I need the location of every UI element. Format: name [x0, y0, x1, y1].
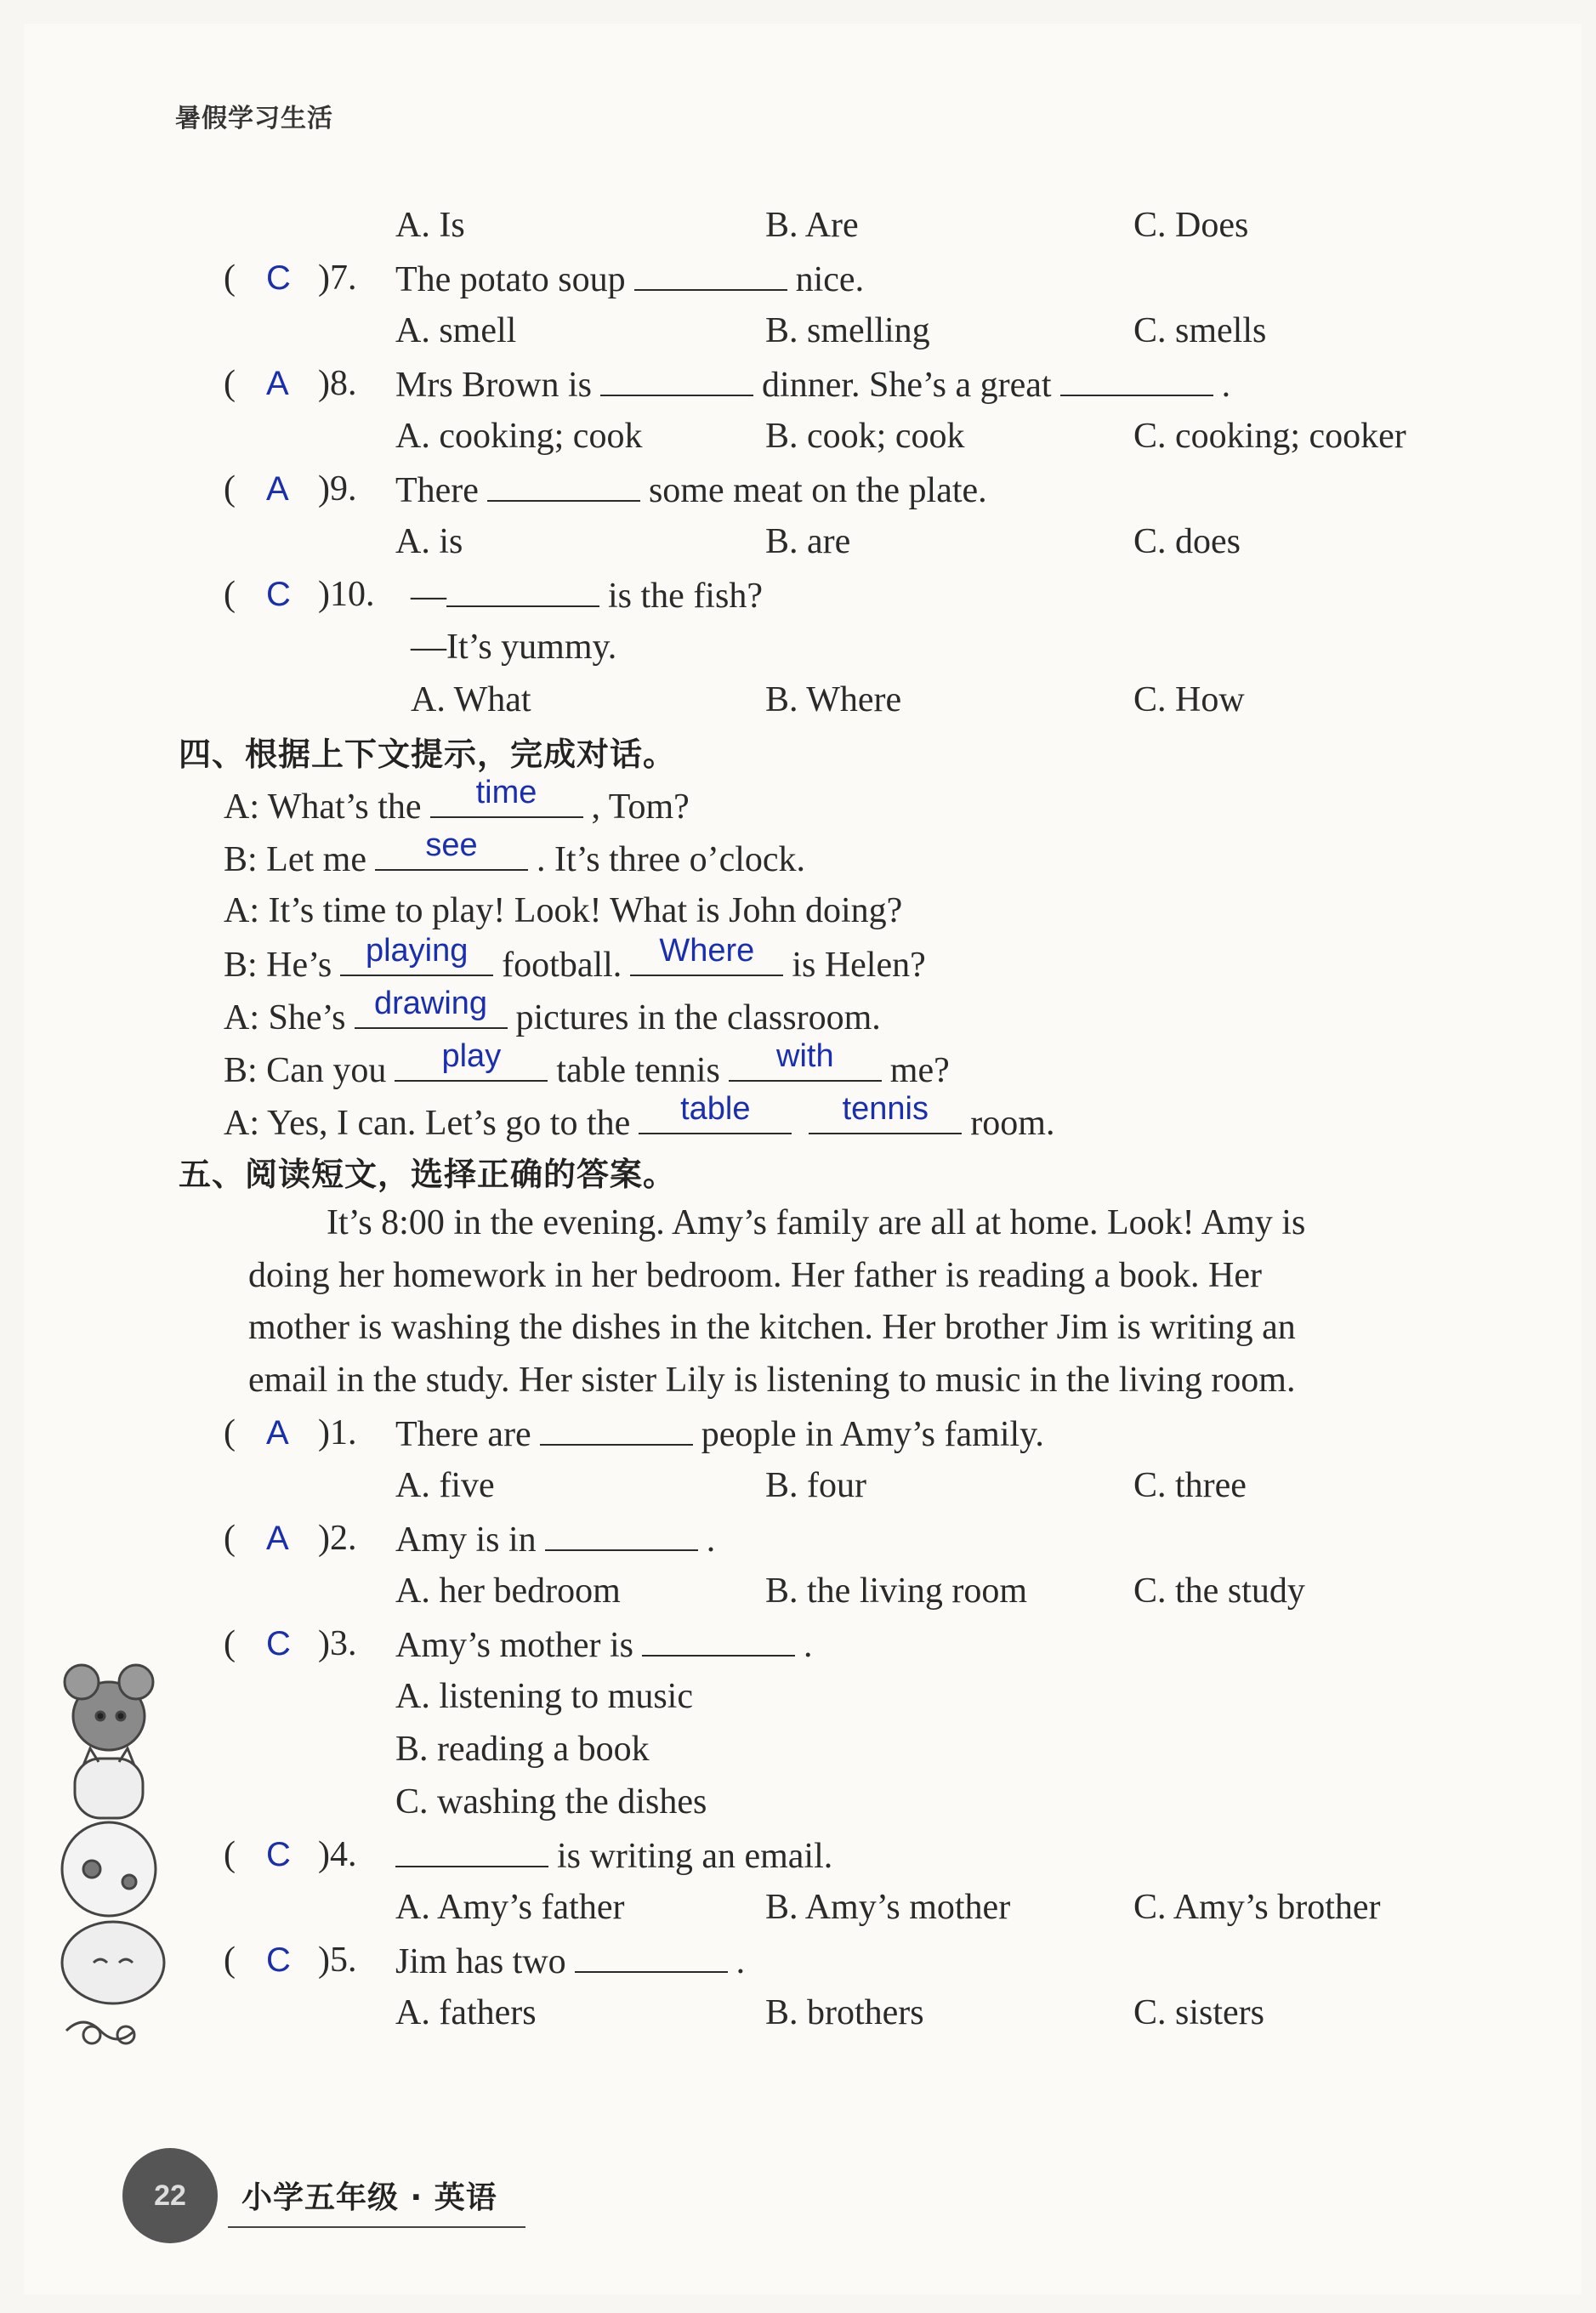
option-a: A. cooking; cook: [395, 417, 643, 456]
dialogue-part: pictures in the classroom.: [515, 998, 881, 1037]
question-number: )3.: [318, 1624, 357, 1663]
paren-open: (: [224, 1835, 236, 1874]
answer-blank: [600, 357, 753, 396]
dialogue-part: B: He’s: [224, 946, 332, 985]
question-number: )9.: [318, 469, 357, 509]
question-stem: [395, 1617, 813, 1672]
stem-part: is the fish?: [608, 577, 763, 616]
passage-line: email in the study. Her sister Lily is listening to music in the living room.: [248, 1360, 1296, 1400]
dialogue-reply: —It’s yummy.: [411, 628, 617, 667]
answer-mark: C: [266, 1836, 291, 1873]
option-b: B. Amy’s mother: [765, 1888, 1011, 1927]
question-number: )5.: [318, 1941, 357, 1980]
answer-mark: C: [266, 259, 291, 297]
option-b: B. the living room: [765, 1571, 1027, 1611]
option-b: B. are: [765, 522, 851, 561]
answer-blank: [487, 463, 640, 502]
answer-mark: C: [266, 1941, 291, 1979]
answer-blank: [630, 933, 783, 976]
answer-blank: [575, 1934, 728, 1973]
dialogue-part: A: Yes, I can. Let’s go to the: [224, 1104, 631, 1143]
stem-part: There: [395, 471, 479, 510]
answer-mark: C: [266, 1625, 291, 1662]
option-c: C. smells: [1133, 311, 1267, 350]
answer-mark: C: [266, 576, 291, 613]
paren-open: (: [224, 364, 236, 403]
answer-blank: [446, 568, 599, 607]
dialogue-part: B: Let me: [224, 840, 366, 879]
dialogue-text: [224, 775, 690, 833]
question-stem: [395, 1828, 832, 1883]
question-stem: [395, 1407, 1044, 1461]
stem-part: Amy is in: [395, 1520, 537, 1560]
footer-rule: [228, 2226, 525, 2228]
option-c: C. cooking; cooker: [1133, 417, 1406, 456]
dialogue-text: [224, 986, 881, 1044]
answer-blank: [1060, 357, 1213, 396]
answer-blank: [642, 1617, 795, 1657]
stem-part: dinner. She’s a great: [762, 366, 1052, 405]
cartoon-animals-illustration: [41, 1657, 185, 2056]
stem-part: Mrs Brown is: [395, 366, 593, 405]
option-c: C. the study: [1133, 1571, 1305, 1611]
dialogue-text: [224, 827, 806, 886]
reading-passage: [248, 1197, 1503, 1407]
answer-blank: [540, 1407, 693, 1446]
stem-part: There are: [395, 1415, 531, 1454]
answer-blank: [395, 1038, 548, 1082]
option-a: A. smell: [395, 311, 517, 350]
question-number: )10.: [318, 575, 375, 614]
answer-mark: A: [266, 1520, 289, 1557]
stem-part: .: [804, 1626, 813, 1665]
filled-answer: time: [475, 775, 537, 810]
dialogue-text: [224, 933, 926, 992]
stem-part: .: [706, 1520, 716, 1560]
option-a: A. Is: [395, 206, 465, 245]
option-b: B. smelling: [765, 311, 930, 350]
dialogue-part: . It’s three o’clock.: [536, 840, 806, 879]
question-number: )4.: [318, 1835, 357, 1874]
dialogue-part: football.: [502, 946, 622, 985]
question-number: )2.: [318, 1519, 357, 1558]
passage-line: doing her homework in her bedroom. Her father is reading a book. Her: [248, 1255, 1262, 1295]
question-number: )8.: [318, 364, 357, 403]
page-number-badge: 22: [122, 2148, 218, 2243]
option-a: A. five: [395, 1466, 495, 1505]
book-title: 小学五年级 · 英语: [241, 2180, 497, 2215]
filled-answer: table: [680, 1091, 751, 1127]
stem-part: some meat on the plate.: [648, 471, 987, 510]
question-stem: [395, 252, 864, 306]
question-number: )1.: [318, 1413, 357, 1452]
stem-part: Amy’s mother is: [395, 1626, 633, 1665]
dialogue-part: me?: [889, 1051, 950, 1090]
paren-open: (: [224, 1413, 236, 1452]
option-a: A. fathers: [395, 1993, 537, 2032]
question-number: )7.: [318, 259, 357, 298]
dialogue-part: , Tom?: [591, 787, 690, 827]
filled-answer: see: [425, 827, 478, 863]
option-a: A. listening to music: [395, 1677, 693, 1716]
stem-part: .: [1221, 366, 1231, 405]
option-c: C. does: [1133, 522, 1241, 561]
answer-blank: [634, 252, 787, 291]
option-c: C. washing the dishes: [395, 1782, 707, 1821]
question-stem: [395, 1934, 745, 1988]
paren-open: (: [224, 469, 236, 509]
running-header: 暑假学习生活: [175, 104, 333, 134]
option-b: B. Where: [765, 680, 902, 719]
dialogue-part: table tennis: [556, 1051, 720, 1090]
stem-part: .: [736, 1942, 746, 1981]
dialogue-text: [224, 1038, 950, 1097]
dialogue-part: is Helen?: [792, 946, 926, 985]
filled-answer: with: [776, 1038, 834, 1074]
dialogue-text: A: It’s time to play! Look! What is John doing?: [224, 891, 903, 930]
answer-blank: [355, 986, 508, 1029]
answer-blank: [639, 1091, 792, 1134]
option-b: B. cook; cook: [765, 417, 965, 456]
paren-open: (: [224, 575, 236, 614]
section-5-title: 五、阅读短文，选择正确的答案。: [179, 1156, 677, 1193]
option-a: A. Amy’s father: [395, 1888, 625, 1927]
option-b: B. reading a book: [395, 1730, 650, 1769]
answer-blank: [340, 933, 493, 976]
option-c: C. How: [1133, 680, 1245, 719]
passage-line: It’s 8:00 in the evening. Amy’s family are all at home. Look! Amy is: [327, 1203, 1306, 1242]
paren-open: (: [224, 1624, 236, 1663]
answer-blank: [430, 775, 583, 818]
filled-answer: drawing: [373, 986, 488, 1021]
dialogue-text: [224, 1091, 1055, 1150]
option-a: A. her bedroom: [395, 1571, 621, 1611]
answer-mark: A: [266, 1414, 289, 1452]
filled-answer: playing: [365, 933, 469, 969]
answer-mark: A: [266, 365, 289, 402]
question-stem: [395, 463, 987, 517]
option-c: C. Amy’s brother: [1133, 1888, 1381, 1927]
dialogue-part: room.: [970, 1104, 1055, 1143]
option-a: A. is: [395, 522, 463, 561]
option-c: C. sisters: [1133, 1993, 1265, 2032]
dialogue-part: A: What’s the: [224, 787, 422, 827]
workbook-page: [24, 24, 1582, 2294]
filled-answer: play: [441, 1038, 502, 1074]
filled-answer: Where: [659, 933, 755, 969]
section-4-title: 四、根据上下文提示，完成对话。: [179, 736, 677, 773]
option-b: B. four: [765, 1466, 866, 1505]
stem-part: nice.: [795, 260, 865, 299]
stem-part: —: [411, 577, 446, 616]
dialogue-part: A: She’s: [224, 998, 346, 1037]
stem-part: people in Amy’s family.: [701, 1415, 1044, 1454]
answer-blank: [729, 1038, 882, 1082]
answer-blank: [545, 1512, 698, 1551]
answer-mark: A: [266, 470, 289, 508]
question-stem: [411, 568, 763, 622]
filled-answer: tennis: [842, 1091, 929, 1127]
question-stem: [395, 357, 1230, 412]
option-b: B. Are: [765, 206, 859, 245]
option-a: A. What: [411, 680, 531, 719]
option-c: C. three: [1133, 1466, 1247, 1505]
stem-part: The potato soup: [395, 260, 626, 299]
passage-line: mother is washing the dishes in the kitchen. Her brother Jim is writing an: [248, 1308, 1296, 1347]
paren-open: (: [224, 259, 236, 298]
stem-part: is writing an email.: [557, 1837, 833, 1876]
answer-blank: [809, 1091, 962, 1134]
dialogue-part: B: Can you: [224, 1051, 387, 1090]
answer-blank: [395, 1828, 548, 1867]
question-stem: [395, 1512, 715, 1566]
paren-open: (: [224, 1519, 236, 1558]
option-b: B. brothers: [765, 1993, 924, 2032]
stem-part: Jim has two: [395, 1942, 566, 1981]
option-c: C. Does: [1133, 206, 1249, 245]
paren-open: (: [224, 1941, 236, 1980]
answer-blank: [375, 827, 528, 871]
